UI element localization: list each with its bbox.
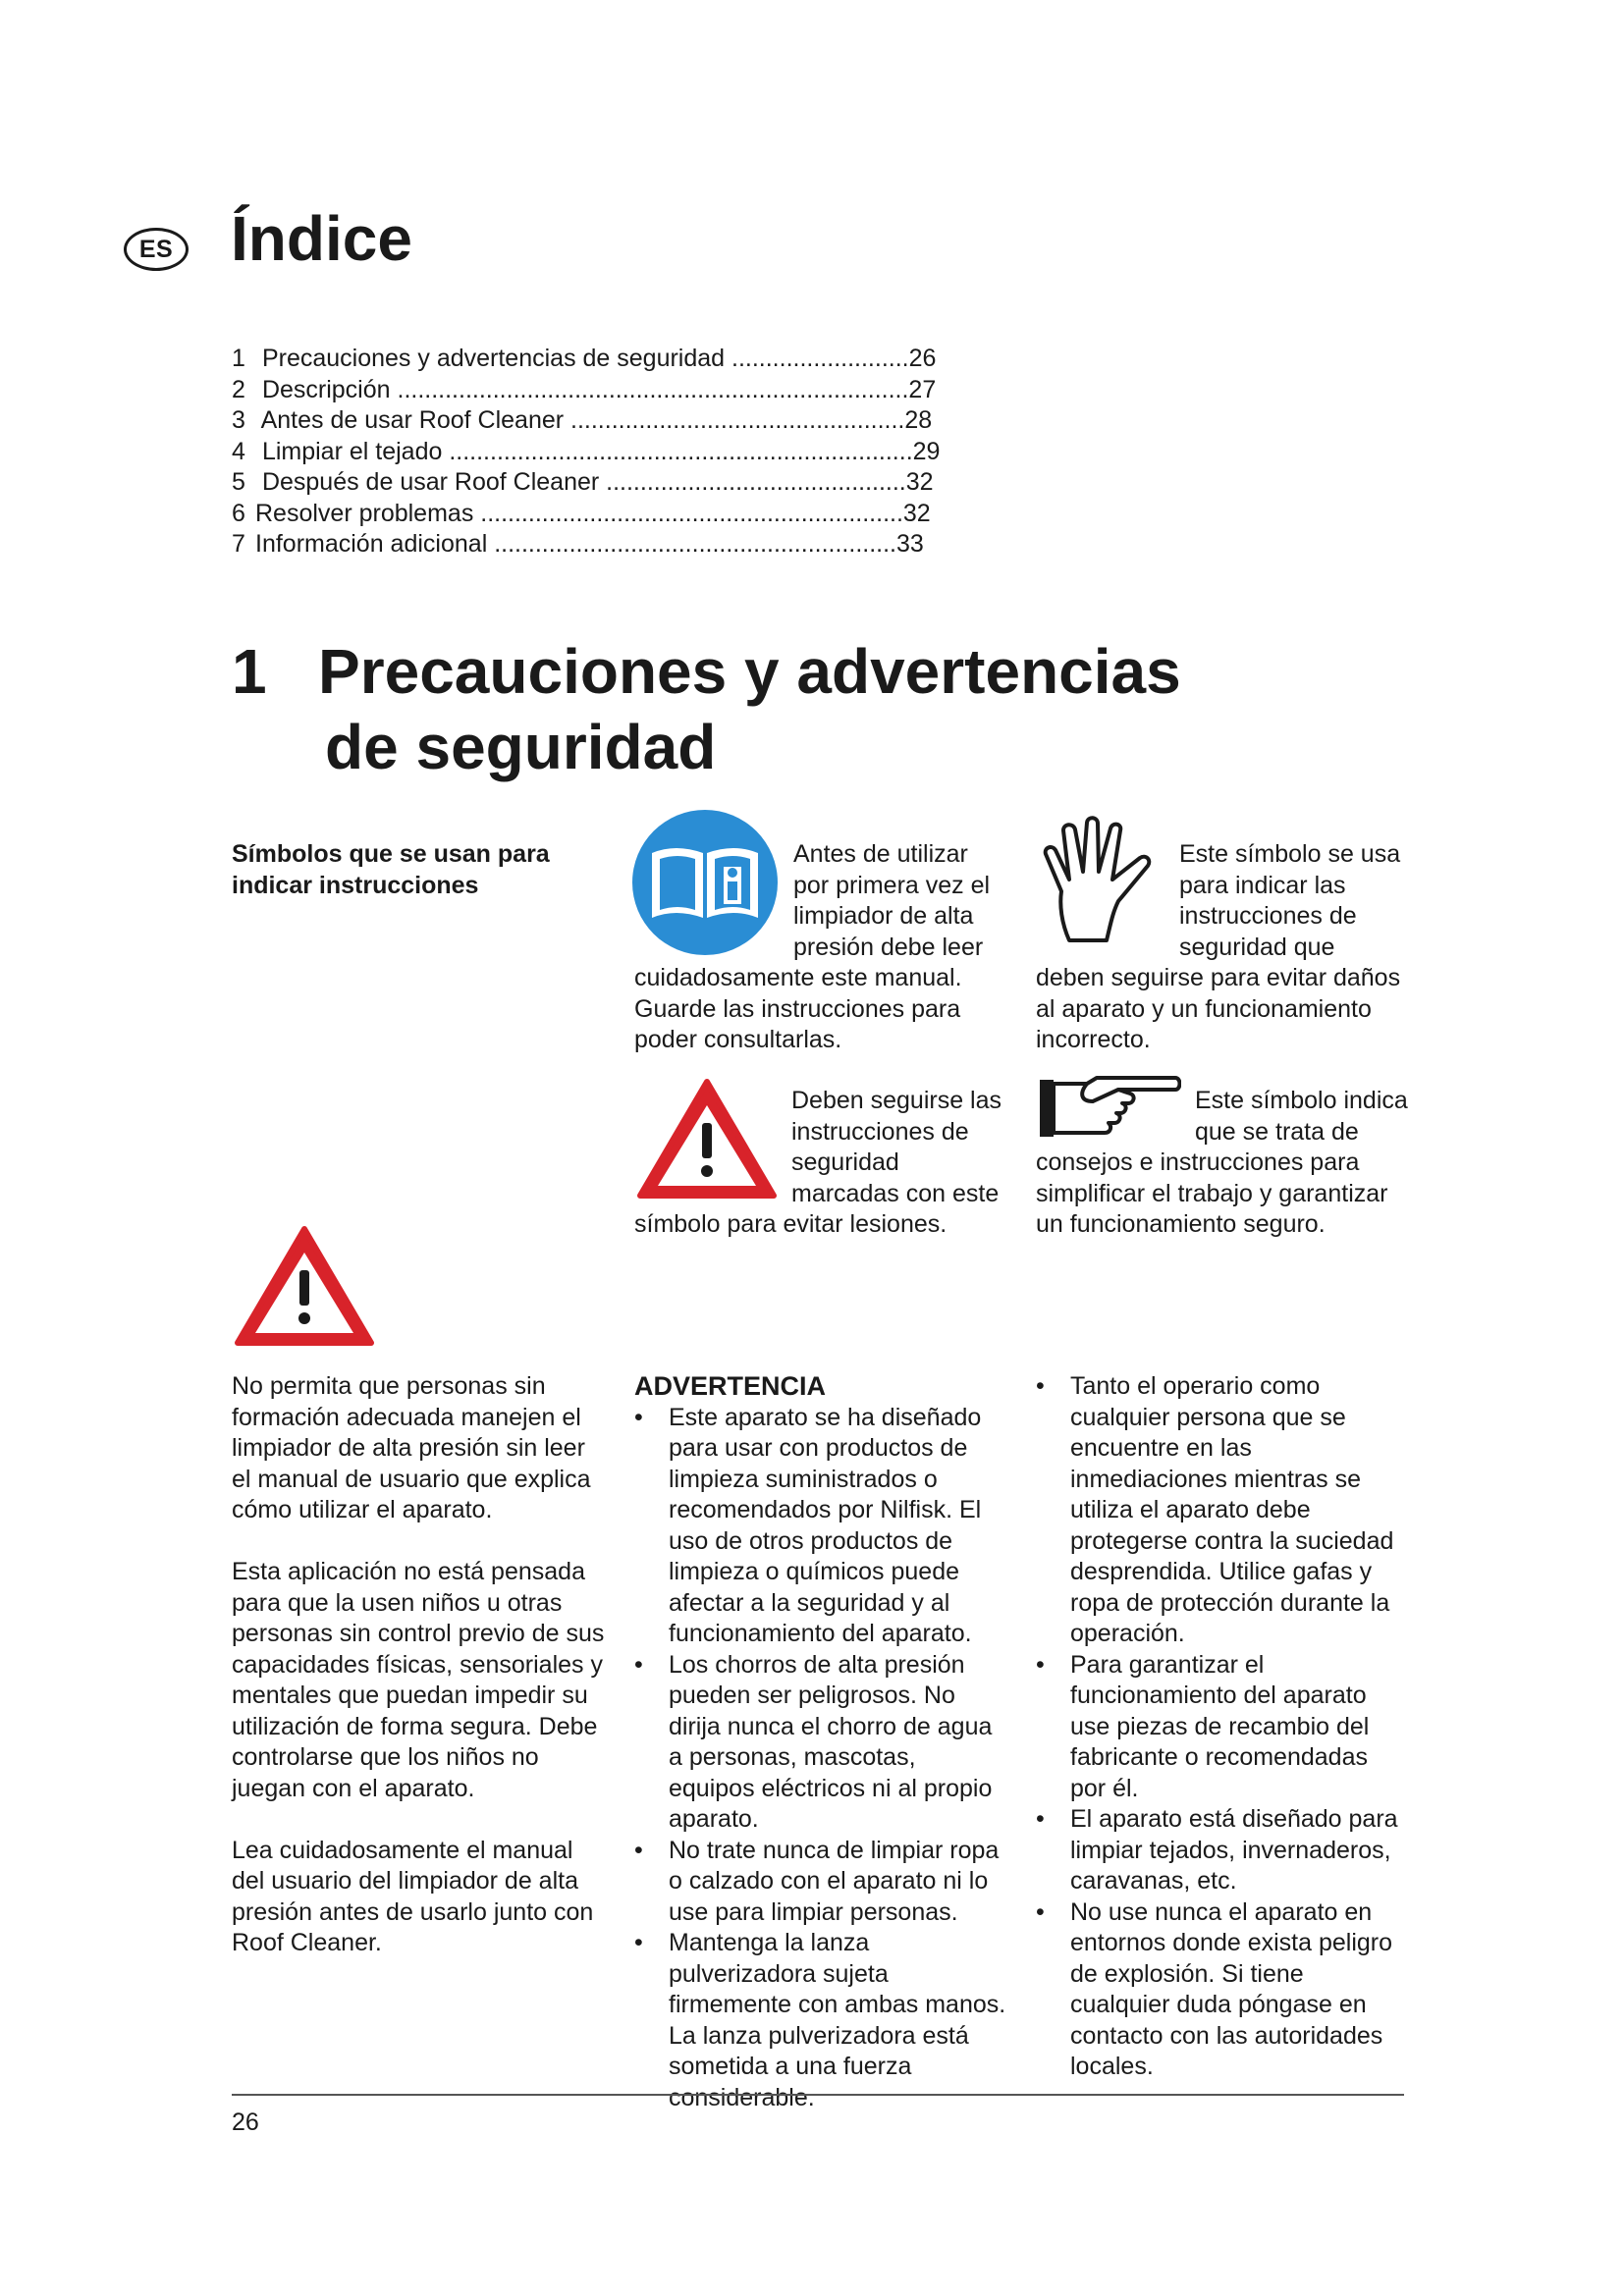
toc-number: 1 bbox=[232, 345, 245, 372]
book-info-icon bbox=[630, 808, 780, 957]
manual-symbol-block bbox=[634, 839, 1007, 1056]
toc-text: Descripción ...........................................................................27 bbox=[255, 375, 937, 403]
section-number: 1 bbox=[232, 636, 267, 707]
paragraph: Esta aplicación no está pensada para que la usen niños u otras personas sin control previo de sus capacidades físicas, sensoriales y mentales que puedan impedir su utilización de forma segura. Debe controlarse que los niños no juegan con el aparato. bbox=[232, 1558, 605, 1802]
toc-number: 7 bbox=[232, 530, 245, 558]
language-badge bbox=[124, 228, 189, 271]
pointer-symbol-block bbox=[1036, 1086, 1409, 1241]
section-title-line2: de seguridad bbox=[325, 712, 717, 782]
toc-text: Limpiar el tejado ....................................................................29 bbox=[255, 437, 941, 465]
list-item: • Este aparato se ha diseñado para usar con productos de limpieza suministrados o recomendados por Nilfisk. El uso de otros productos de limpieza o químicos puede afectar a la seguridad y al funcionamiento del aparato. bbox=[634, 1403, 1007, 1650]
toc-text: Antes de usar Roof Cleaner .................................................28 bbox=[255, 406, 933, 434]
intro-column bbox=[232, 1371, 605, 1990]
footer-divider bbox=[232, 2094, 1404, 2096]
warning-heading: ADVERTENCIA bbox=[634, 1371, 827, 1401]
toc-entry[interactable] bbox=[232, 405, 940, 437]
toc-entry[interactable] bbox=[232, 529, 940, 561]
list-item: • Para garantizar el funcionamiento del aparato use piezas de recambio del fabricante o recomendadas por él. bbox=[1036, 1650, 1409, 1805]
toc-text: Información adicional ...........................................................33 bbox=[255, 530, 924, 558]
list-item: • Los chorros de alta presión pueden ser peligrosos. No dirija nunca el chorro de agua a personas, mascotas, equipos eléctricos ni al propio aparato. bbox=[634, 1650, 1007, 1836]
table-of-contents bbox=[232, 344, 940, 561]
paragraph: No permita que personas sin formación adecuada manejen el limpiador de alta presión sin leer el manual de usuario que explica cómo utilizar el aparato. bbox=[232, 1372, 591, 1523]
toc-entry[interactable] bbox=[232, 344, 940, 375]
toc-number: 3 bbox=[232, 406, 245, 434]
toc-text: Resolver problemas ..............................................................32 bbox=[255, 499, 931, 527]
list-item: • No use nunca el aparato en entornos donde exista peligro de explosión. Si tiene cualquier duda póngase en contacto con las autoridades locales. bbox=[1036, 1897, 1409, 2083]
toc-entry[interactable] bbox=[232, 499, 940, 530]
language-code: ES bbox=[138, 235, 174, 263]
warning-triangle-icon bbox=[232, 1223, 377, 1349]
toc-text: Precauciones y advertencias de seguridad ..........................26 bbox=[255, 345, 937, 372]
hand-symbol-block bbox=[1036, 839, 1409, 1056]
toc-number: 5 bbox=[232, 468, 245, 496]
list-item: • Mantenga la lanza pulverizadora sujeta firmemente con ambas manos. La lanza pulverizadora está sometida a una fuerza considerable. bbox=[634, 1928, 1007, 2113]
toc-number: 4 bbox=[232, 437, 245, 465]
section-title-line1: Precauciones y advertencias bbox=[318, 636, 1181, 707]
toc-text: Después de usar Roof Cleaner ............................................32 bbox=[255, 468, 934, 496]
symbols-heading: Símbolos que se usan para indicar instrucciones bbox=[232, 840, 550, 899]
hand-symbol-text: Este símbolo se usa para indicar las instrucciones de seguridad que deben seguirse para evitar daños al aparato y un funcionamiento incorrecto. bbox=[1036, 840, 1401, 1053]
warning-symbol-text: Deben seguirse las instrucciones de seguridad marcadas con este símbolo para evitar lesiones. bbox=[634, 1087, 1002, 1238]
warning-triangle-icon bbox=[634, 1076, 780, 1201]
toc-number: 2 bbox=[232, 375, 245, 403]
toc-entry[interactable] bbox=[232, 375, 940, 406]
safety-list bbox=[1036, 1371, 1409, 2083]
toc-number: 6 bbox=[232, 499, 245, 527]
list-item: • Tanto el operario como cualquier persona que se encuentre en las inmediaciones mientras se utiliza el aparato debe protegerse contra la suciedad desprendida. Utilice gafas y ropa de protección durante la operación. bbox=[1036, 1371, 1409, 1650]
manual-symbol-text: Antes de utilizar por primera vez el limpiador de alta presión debe leer cuidadosamente este manual. Guarde las instrucciones para poder consultarlas. bbox=[634, 840, 991, 1053]
list-item: • No trate nunca de limpiar ropa o calzado con el aparato ni lo use para limpiar personas. bbox=[634, 1836, 1007, 1929]
toc-entry[interactable] bbox=[232, 467, 940, 499]
hand-icon bbox=[1032, 815, 1169, 944]
toc-entry[interactable] bbox=[232, 437, 940, 468]
paragraph: Lea cuidadosamente el manual del usuario del limpiador de alta presión antes de usarlo junto con Roof Cleaner. bbox=[232, 1836, 594, 1956]
section-title bbox=[232, 634, 1181, 785]
warning-list bbox=[634, 1403, 1007, 2114]
pointing-hand-icon bbox=[1036, 1072, 1181, 1143]
warning-symbol-block bbox=[634, 1086, 1007, 1241]
pointer-symbol-text: Este símbolo indica que se trata de consejos e instrucciones para simplificar el trabajo y garantizar un funcionamiento seguro. bbox=[1036, 1087, 1408, 1238]
page-number: 26 bbox=[232, 2109, 259, 2136]
list-item: • El aparato está diseñado para limpiar tejados, invernaderos, caravanas, etc. bbox=[1036, 1804, 1409, 1897]
page-title: Índice bbox=[231, 203, 412, 274]
warning-column bbox=[634, 1371, 1007, 2113]
safety-column bbox=[1036, 1371, 1409, 2083]
